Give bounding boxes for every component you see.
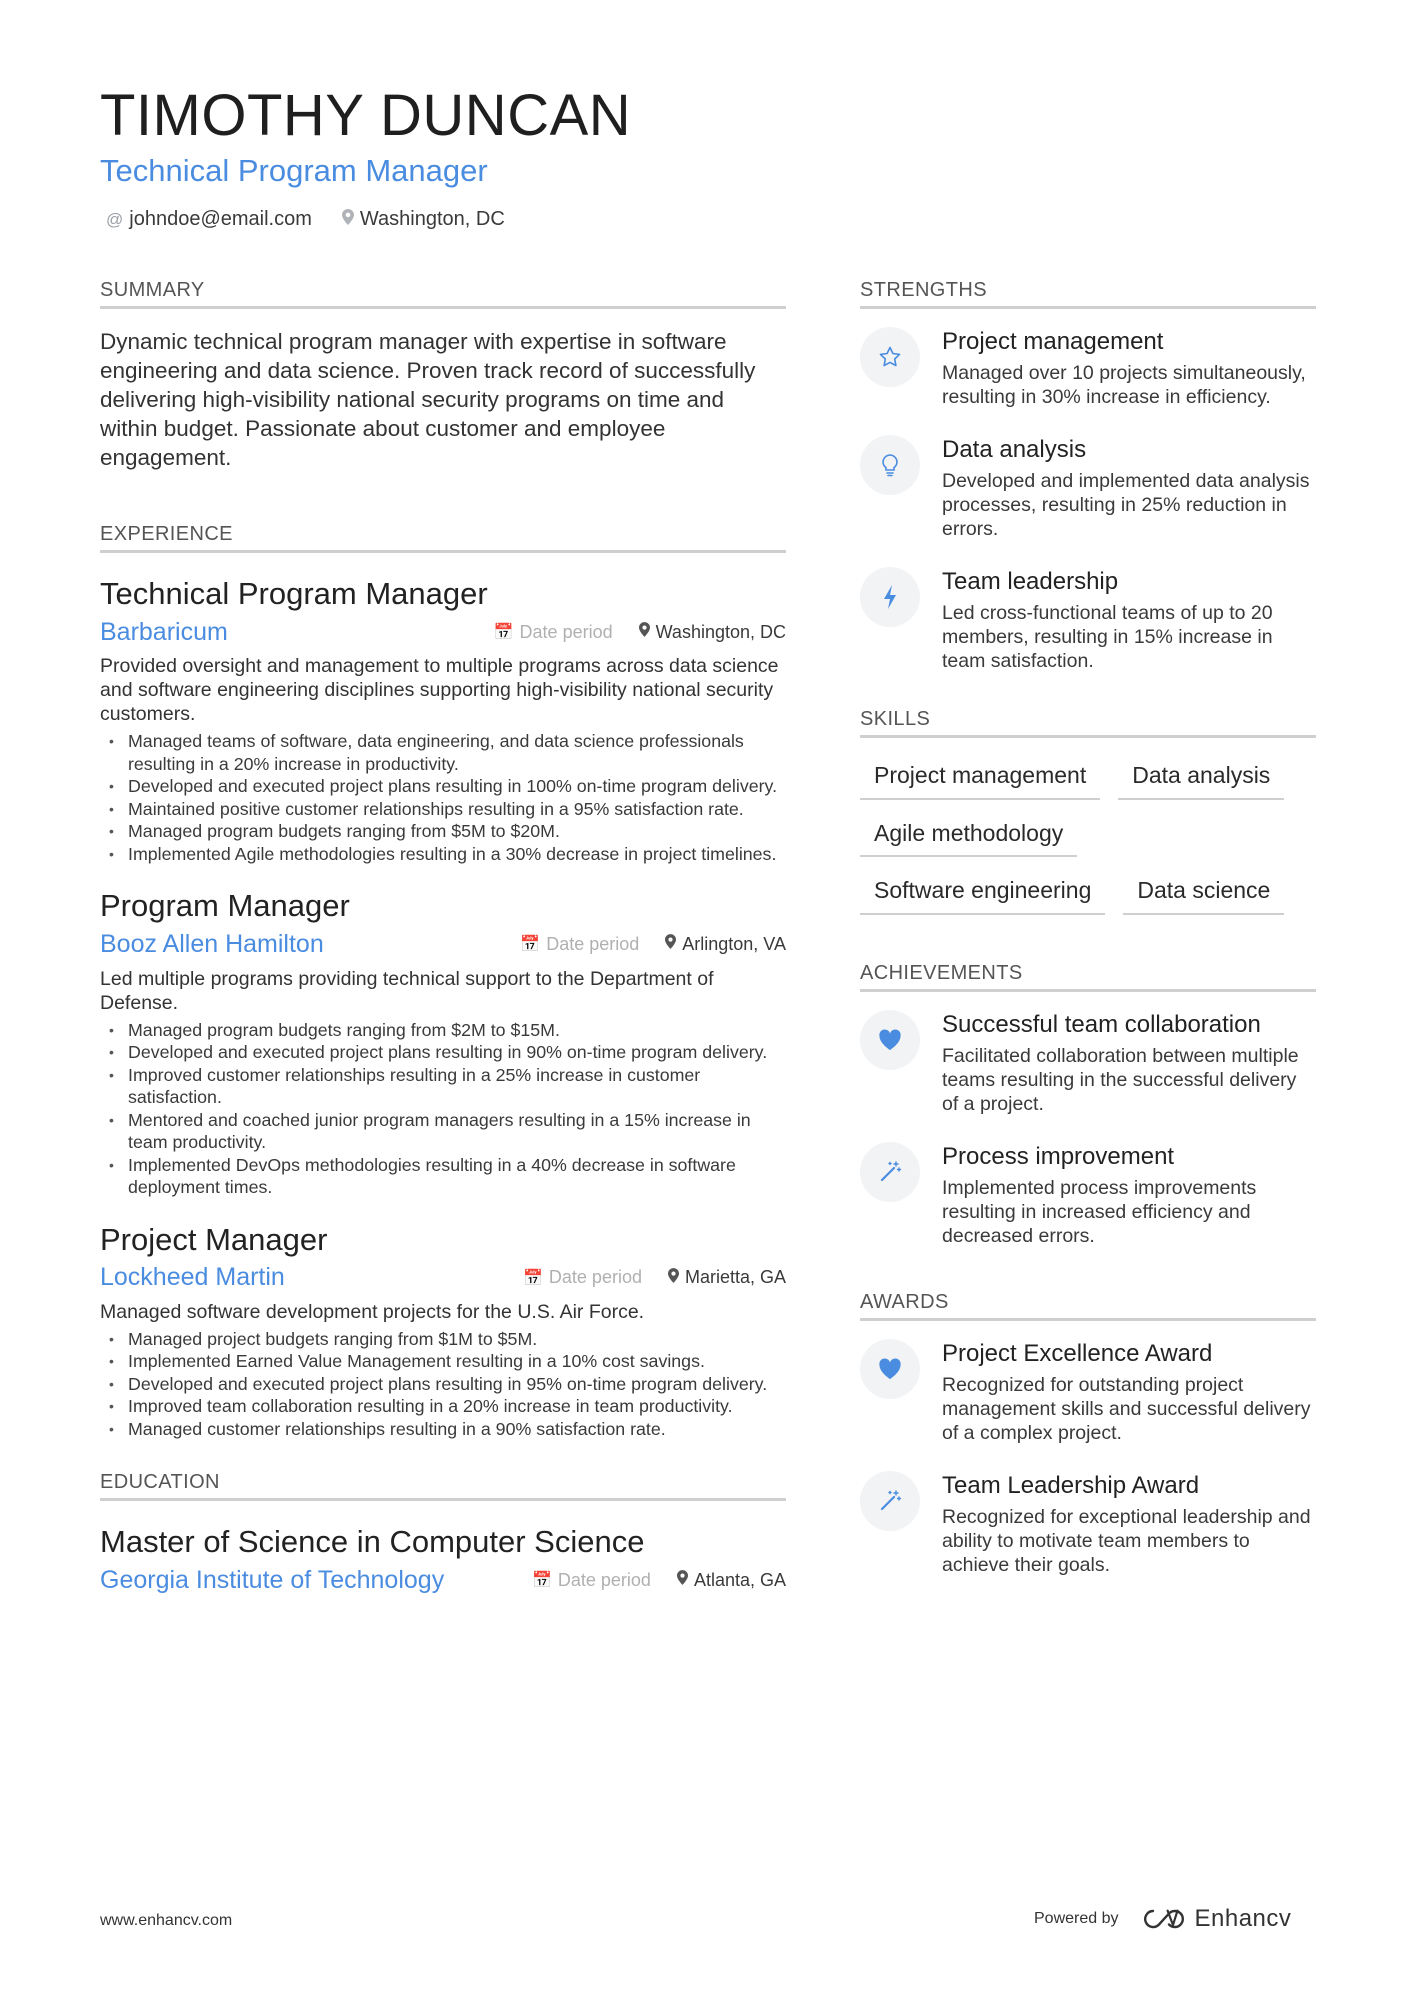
job-date	[494, 622, 613, 643]
company-name: Booz Allen Hamilton	[100, 930, 324, 958]
strength-desc: Led cross-functional teams of up to 20 members, resulting in 15% increase in team satisfaction.	[942, 602, 1273, 672]
heart-icon	[860, 1010, 920, 1070]
job-entry	[100, 575, 786, 865]
bullet-item: • Developed and executed project plans resulting in 95% on-time program delivery.	[100, 1373, 786, 1396]
award-item	[860, 1339, 1316, 1445]
location-pin-icon	[677, 1570, 688, 1590]
job-location	[639, 622, 786, 643]
strength-body	[942, 435, 1316, 541]
job-title: Project Manager	[100, 1221, 328, 1257]
experience-section	[100, 522, 786, 1440]
strength-item	[860, 327, 1316, 409]
footer-branding	[1034, 1905, 1291, 1933]
education-section	[100, 1470, 786, 1596]
job-entry	[100, 1221, 786, 1441]
enhancv-logo-icon	[1141, 1907, 1187, 1931]
skill-tag: Agile methodology	[860, 814, 1077, 858]
location-text: Washington, DC	[655, 621, 786, 642]
skill-tag: Project management	[860, 756, 1100, 800]
bullet-item: • Managed project budgets ranging from $1M to $5M.	[100, 1328, 786, 1351]
strength-item	[860, 435, 1316, 541]
degree-title: Master of Science in Computer Science	[100, 1524, 645, 1560]
skill-tag: Software engineering	[860, 871, 1105, 915]
experience-heading: EXPERIENCE	[100, 522, 786, 553]
education-location	[677, 1570, 786, 1591]
summary-text: Dynamic technical program manager with expertise in software engineering and data science. Proven track record of successfully delivering high-visibility national security programs on time and within budget. Passionate about customer and employee engagement.	[100, 329, 756, 470]
contact-email[interactable]	[106, 208, 312, 231]
date-text: Date period	[548, 1267, 642, 1287]
job-description: Managed software development projects for the U.S. Air Force.	[100, 1300, 645, 1323]
award-body	[942, 1339, 1316, 1445]
at-icon: @	[106, 209, 124, 229]
job-meta-right	[520, 934, 786, 955]
strengths-heading: STRENGTHS	[860, 278, 1316, 309]
job-location	[665, 934, 786, 955]
job-meta-right	[494, 622, 786, 643]
location-pin-icon	[639, 622, 650, 642]
skills-heading: SKILLS	[860, 707, 1316, 738]
location-text: Atlanta, GA	[693, 1569, 786, 1590]
location-text: Arlington, VA	[682, 933, 786, 954]
bullet-item: • Implemented Agile methodologies resulting in a 30% decrease in project timelines.	[100, 843, 786, 866]
location-pin-icon	[668, 1268, 679, 1288]
skills-section	[860, 707, 1316, 915]
brand-name: Enhancv	[1194, 1905, 1292, 1932]
bullet-item: • Managed program budgets ranging from $2M to $15M.	[100, 1019, 786, 1042]
calendar-icon: 📅	[493, 624, 514, 641]
education-meta	[100, 1564, 786, 1597]
job-meta	[100, 928, 786, 961]
contact-location	[342, 208, 505, 231]
bullet-item: • Improved customer relationships resulting in a 25% increase in customer satisfaction.	[100, 1064, 786, 1109]
email-text: johndoe@email.com	[129, 208, 312, 230]
award-desc: Recognized for exceptional leadership and ability to motivate team members to achieve their goals.	[942, 1505, 1311, 1576]
strength-title: Project management	[942, 328, 1164, 355]
date-text: Date period	[546, 933, 640, 954]
location-pin-icon	[342, 209, 354, 230]
strength-item	[860, 567, 1316, 673]
star-icon	[860, 327, 920, 387]
strength-body	[942, 567, 1316, 673]
lightning-icon	[860, 567, 920, 627]
bullet-item: • Mentored and coached junior program managers resulting in a 15% increase in team productivity.	[100, 1109, 786, 1154]
strength-desc: Developed and implemented data analysis processes, resulting in 25% reduction in errors.	[942, 470, 1310, 540]
achievement-body	[942, 1010, 1316, 1116]
job-date	[523, 1267, 642, 1288]
candidate-name: TIMOTHY DUNCAN	[100, 83, 632, 148]
job-description: Led multiple programs providing technical support to the Department of Defense.	[100, 967, 714, 1014]
bullet-item: • Implemented Earned Value Management resulting in a 10% cost savings.	[100, 1350, 786, 1373]
heart-icon	[860, 1339, 920, 1399]
location-pin-icon	[665, 934, 676, 954]
award-title: Team Leadership Award	[942, 1471, 1200, 1499]
strength-body	[942, 327, 1316, 409]
summary-section	[100, 278, 786, 472]
bullet-item: • Developed and executed project plans resulting in 100% on-time program delivery.	[100, 775, 786, 798]
job-bullets	[100, 1019, 786, 1199]
award-item	[860, 1471, 1316, 1577]
awards-heading: AWARDS	[860, 1290, 1316, 1321]
job-meta-right	[523, 1267, 786, 1288]
bullet-item: • Improved team collaboration resulting in a 20% increase in team productivity.	[100, 1395, 786, 1418]
powered-by-text: Powered by	[1034, 1910, 1119, 1927]
skill-tag: Data science	[1123, 871, 1284, 915]
bullet-item: • Managed customer relationships resulting in a 90% satisfaction rate.	[100, 1418, 786, 1441]
bullet-item: • Managed program budgets ranging from $5M to $20M.	[100, 820, 786, 843]
achievement-desc: Implemented process improvements resulting in increased efficiency and decreased errors.	[942, 1176, 1257, 1247]
bullet-item: • Implemented DevOps methodologies resulting in a 40% decrease in software deployment times.	[100, 1154, 786, 1199]
enhancv-logo[interactable]	[1141, 1905, 1292, 1933]
award-body	[942, 1471, 1316, 1577]
education-heading: EDUCATION	[100, 1470, 786, 1501]
contact-row	[106, 208, 505, 231]
strengths-section	[860, 278, 1316, 673]
date-text: Date period	[519, 621, 613, 642]
calendar-icon: 📅	[522, 1269, 543, 1287]
education-date	[532, 1570, 651, 1591]
job-bullets	[100, 730, 786, 865]
job-title: Technical Program Manager	[100, 576, 488, 611]
company-name: Lockheed Martin	[100, 1263, 285, 1292]
bullet-item: • Managed teams of software, data engineering, and data science professionals resulting in a 20% increase in productivity.	[100, 730, 786, 775]
job-date	[520, 934, 639, 955]
calendar-icon: 📅	[531, 1572, 552, 1590]
strength-title: Team leadership	[942, 568, 1119, 595]
calendar-icon: 📅	[520, 936, 541, 954]
company-name: Barbaricum	[100, 617, 228, 646]
bullet-item: • Maintained positive customer relationships resulting in a 95% satisfaction rate.	[100, 798, 786, 821]
job-meta	[100, 1261, 786, 1294]
candidate-title: Technical Program Manager	[100, 153, 488, 188]
bullet-item: • Developed and executed project plans resulting in 90% on-time program delivery.	[100, 1041, 786, 1064]
skills-list	[860, 756, 1316, 915]
education-meta-right	[532, 1570, 786, 1591]
achievement-body	[942, 1142, 1316, 1248]
strength-title: Data analysis	[942, 436, 1087, 463]
achievement-title: Successful team collaboration	[942, 1010, 1261, 1038]
achievement-item	[860, 1010, 1316, 1116]
job-entry	[100, 887, 786, 1198]
job-meta	[100, 616, 786, 649]
job-location	[668, 1267, 786, 1288]
location-text: Washington, DC	[359, 208, 505, 230]
magic-wand-icon	[860, 1142, 920, 1202]
right-column	[860, 278, 1316, 1603]
achievement-title: Process improvement	[942, 1142, 1175, 1170]
job-title: Program Manager	[100, 888, 350, 924]
achievements-section	[860, 961, 1316, 1248]
job-bullets	[100, 1328, 786, 1441]
school-name: Georgia Institute of Technology	[100, 1566, 445, 1594]
strength-desc: Managed over 10 projects simultaneously, resulting in 30% increase in efficiency.	[942, 362, 1306, 408]
awards-section	[860, 1290, 1316, 1577]
magic-wand-icon	[860, 1471, 920, 1531]
lightbulb-icon	[860, 435, 920, 495]
skill-tag: Data analysis	[1118, 756, 1284, 800]
summary-heading: SUMMARY	[100, 278, 786, 309]
footer-website-link[interactable]: www.enhancv.com	[100, 1912, 233, 1929]
left-column	[100, 278, 786, 1597]
award-title: Project Excellence Award	[942, 1339, 1213, 1367]
achievement-desc: Facilitated collaboration between multiple teams resulting in the successful delivery of a project.	[942, 1044, 1299, 1115]
achievements-heading: ACHIEVEMENTS	[860, 961, 1316, 992]
location-text: Marietta, GA	[684, 1267, 786, 1287]
date-text: Date period	[557, 1569, 651, 1590]
award-desc: Recognized for outstanding project management skills and successful delivery of a complex project.	[942, 1373, 1311, 1444]
job-description: Provided oversight and management to multiple programs across data science and software engineering disciplines supporting high-visibility national security customers.	[100, 655, 779, 726]
achievement-item	[860, 1142, 1316, 1248]
